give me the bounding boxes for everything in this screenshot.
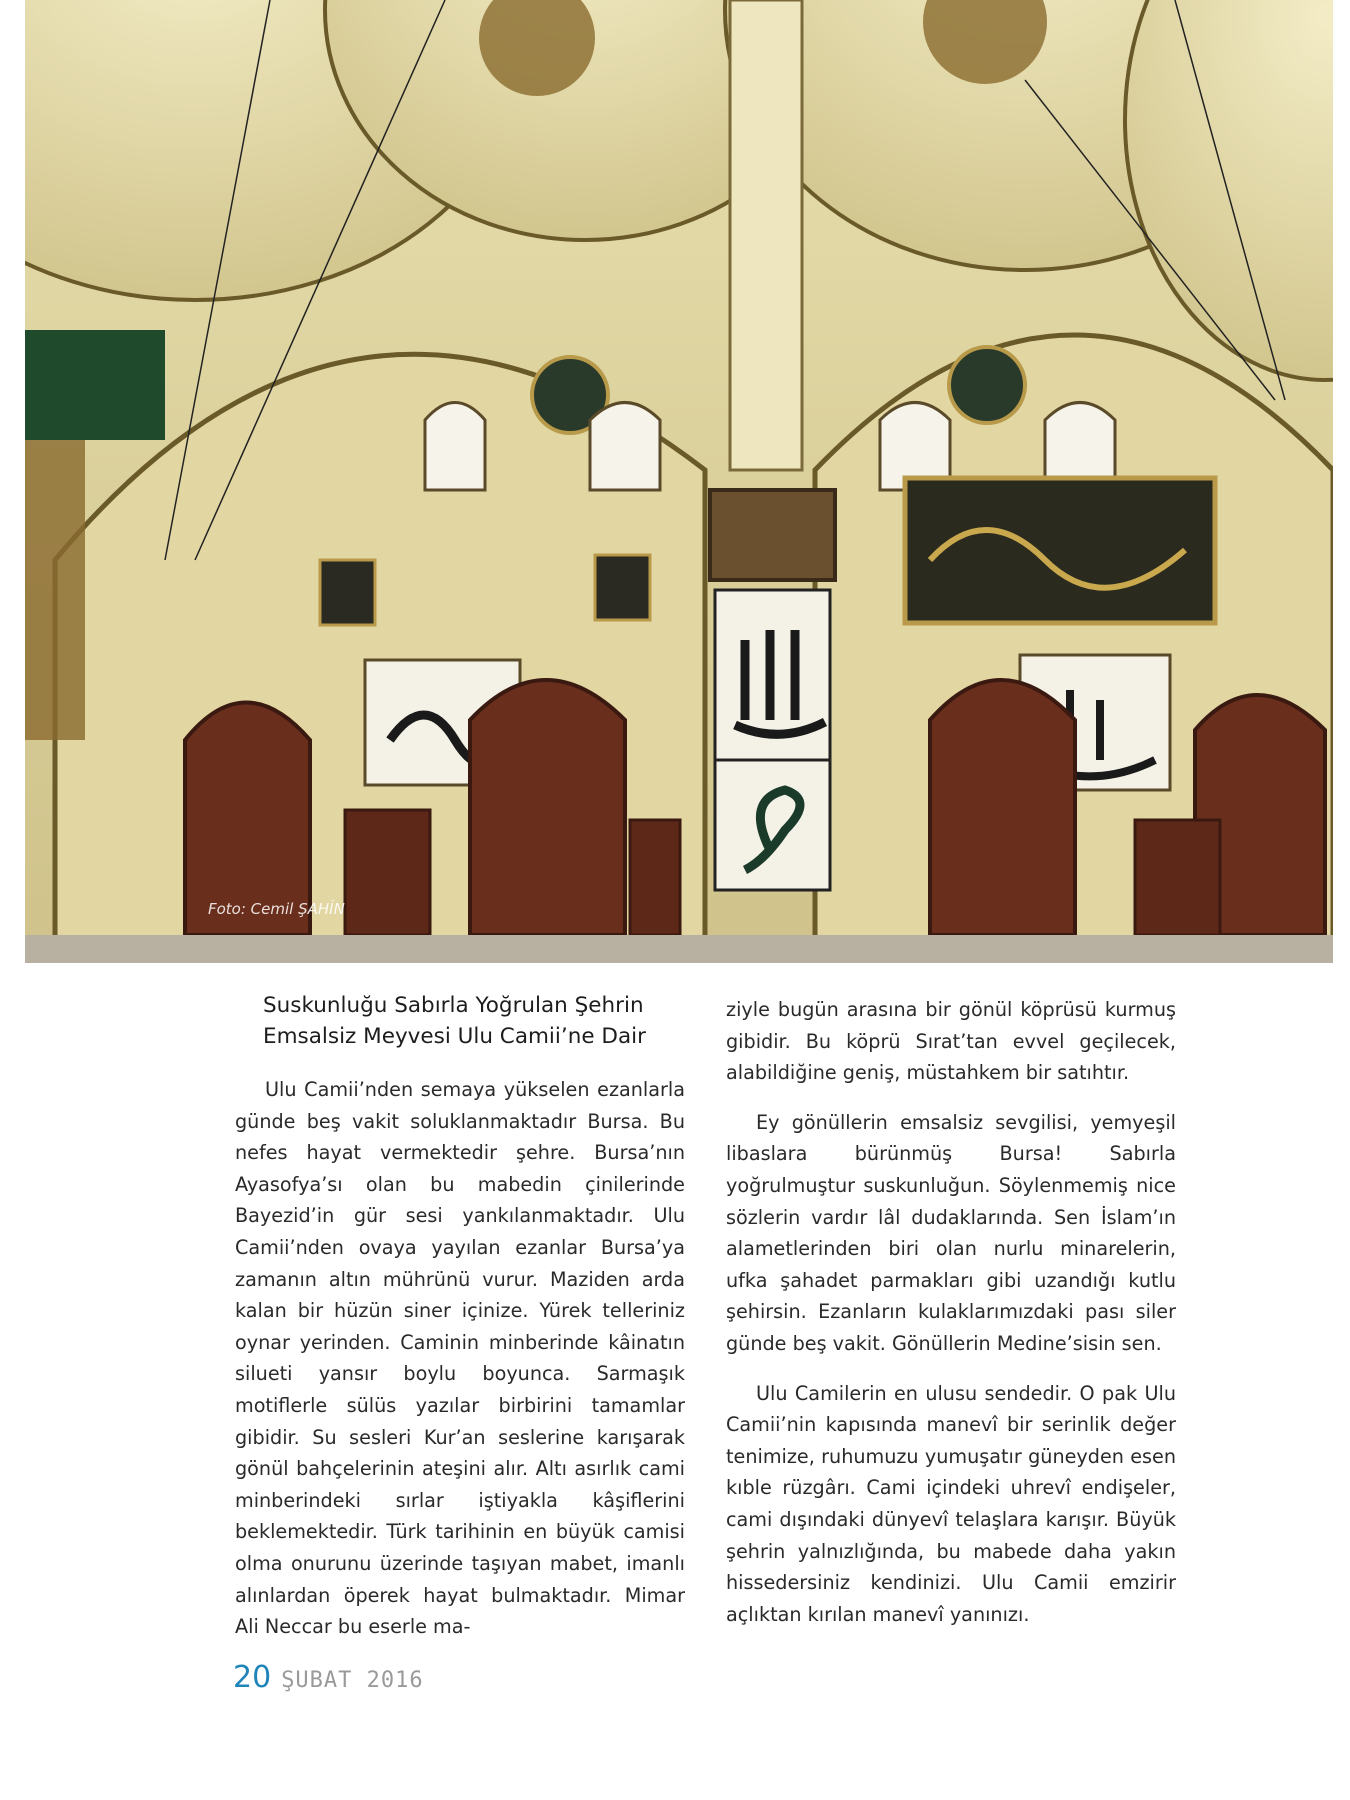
article-title-line2: Emsalsiz Meyvesi Ulu Camii’ne Dair <box>263 1024 646 1049</box>
paragraph-2: Ey gönüllerin emsalsiz sevgilisi, yemyeşil libaslara bürünmüş Bursa! Sabırla yoğrulmuştur suskunluğun. Söylenmemiş nice sözlerin vardır lâl dudaklarında. Sen İslam’ın alametlerinden biri olan nurlu minarelerin, ufka şahadet parmakları gibi uzandığı kutlu şehirsin. Ezanların kulaklarımızdaki pası siler günde beş vakit. Gönüllerin Medine’sisin sen. <box>726 1110 1176 1355</box>
mosque-illustration <box>25 0 1333 963</box>
paragraph-1-left: Ulu Camii’nden semaya yükselen ezanlarla günde beş vakit soluklanmaktadır Bursa. Bu nefes hayat vermektedir şehre. Bursa’nın Ayasofya’sı olan bu mabedin çinilerinde Bayezid’in gür sesi yankılanmaktadır. Ulu Camii’nden ovaya yayılan ezanlar Bursa’ya zamanın altın mührünü vurur. Maziden arda kalan bir hüzün siner içinize. Yürek telleriniz oynar yerinden. Caminin minberinde kâinatın silueti yansır boylu boyunca. Sarmaşık motiflerle sülüs yazılar birbirini tamamlar gibidir. Su sesleri Kur’an seslerine karışarak gönül bahçelerinin ateşini alır. Altı asırlık cami minberindeki sırlar iştiyakla kâşiflerini beklemektedir. Türk tarihinin en büyük camisi olma onurunu üzerinde taşıyan mabet, imanlı alınlardan öperek hayat bulmaktadır. Mimar Ali Neccar bu eserle ma- <box>235 1078 685 1639</box>
photo-credit: Foto: Cemil ŞAHİN <box>208 900 345 918</box>
article-title-line1: Suskunluğu Sabırla Yoğrulan Şehrin <box>263 993 644 1018</box>
page-number: 20 <box>233 1660 272 1695</box>
page-footer <box>233 1660 424 1695</box>
issue-label: ŞUBAT 2016 <box>281 1668 424 1693</box>
article-right-column <box>726 994 1176 1648</box>
paragraph-3: Ulu Camilerin en ulusu sendedir. O pak Ulu Camii’nin kapısında manevî bir serinlik değer tenimize, ruhumuzu yumuşatır güneyden esen kıble rüzgârı. Cami içindeki uhrevî endişeler, cami dışındaki dünyevî telaşlara karışır. Büyük şehrin yalnızlığında, bu mabede daha yakın hissedersiniz kendinizi. Ulu Camii emzirir açlıktan kırılan manevî yanınızı. <box>726 1381 1176 1626</box>
article-title <box>263 990 685 1052</box>
paragraph-1-right: ziyle bugün arasına bir gönül köprüsü kurmuş gibidir. Bu köprü Sırat’tan evvel geçilecek, alabildiğine geniş, müstahkem bir satıhtır. <box>726 998 1176 1085</box>
article-left-column <box>235 990 685 1661</box>
mosque-interior-photo <box>25 0 1333 963</box>
